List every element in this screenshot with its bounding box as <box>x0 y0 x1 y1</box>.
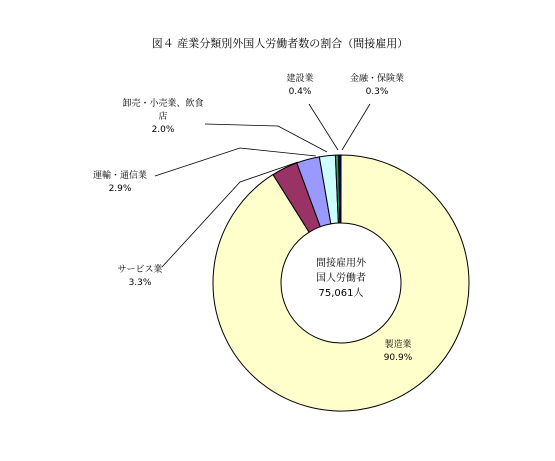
chart-title: 図４ 産業分類別外国人労働者数の割合（間接雇用） <box>151 37 409 50</box>
leader-line-3 <box>205 124 327 152</box>
slice-label-2: 運輸・通信業 <box>92 171 148 181</box>
leader-line-5 <box>342 104 370 150</box>
slice-value-0: 90.9% <box>383 353 413 363</box>
slice-label-0: 製造業 <box>384 340 412 350</box>
slice-label-5: 金融・保険業 <box>349 74 405 84</box>
slice-label-1: サービス業 <box>117 265 163 275</box>
slice-value-5: 0.3% <box>365 87 389 97</box>
center-label-line-2: 75,061人 <box>318 288 364 299</box>
slice-value-3: 2.0% <box>151 125 175 135</box>
slice-value-2: 2.9% <box>108 184 132 194</box>
slice-value-1: 3.3% <box>128 278 152 288</box>
leader-line-4 <box>309 104 338 150</box>
center-label-line-1: 国人労働者 <box>316 273 366 284</box>
slice-label-4: 建設業 <box>286 74 314 84</box>
slice-value-4: 0.4% <box>288 87 312 97</box>
slice-label-3: 店 <box>158 112 168 122</box>
slice-label-3: 卸売・小売業、飲食 <box>122 99 204 109</box>
center-label <box>316 256 367 299</box>
center-label-line-0: 間接雇用外 <box>316 258 366 269</box>
